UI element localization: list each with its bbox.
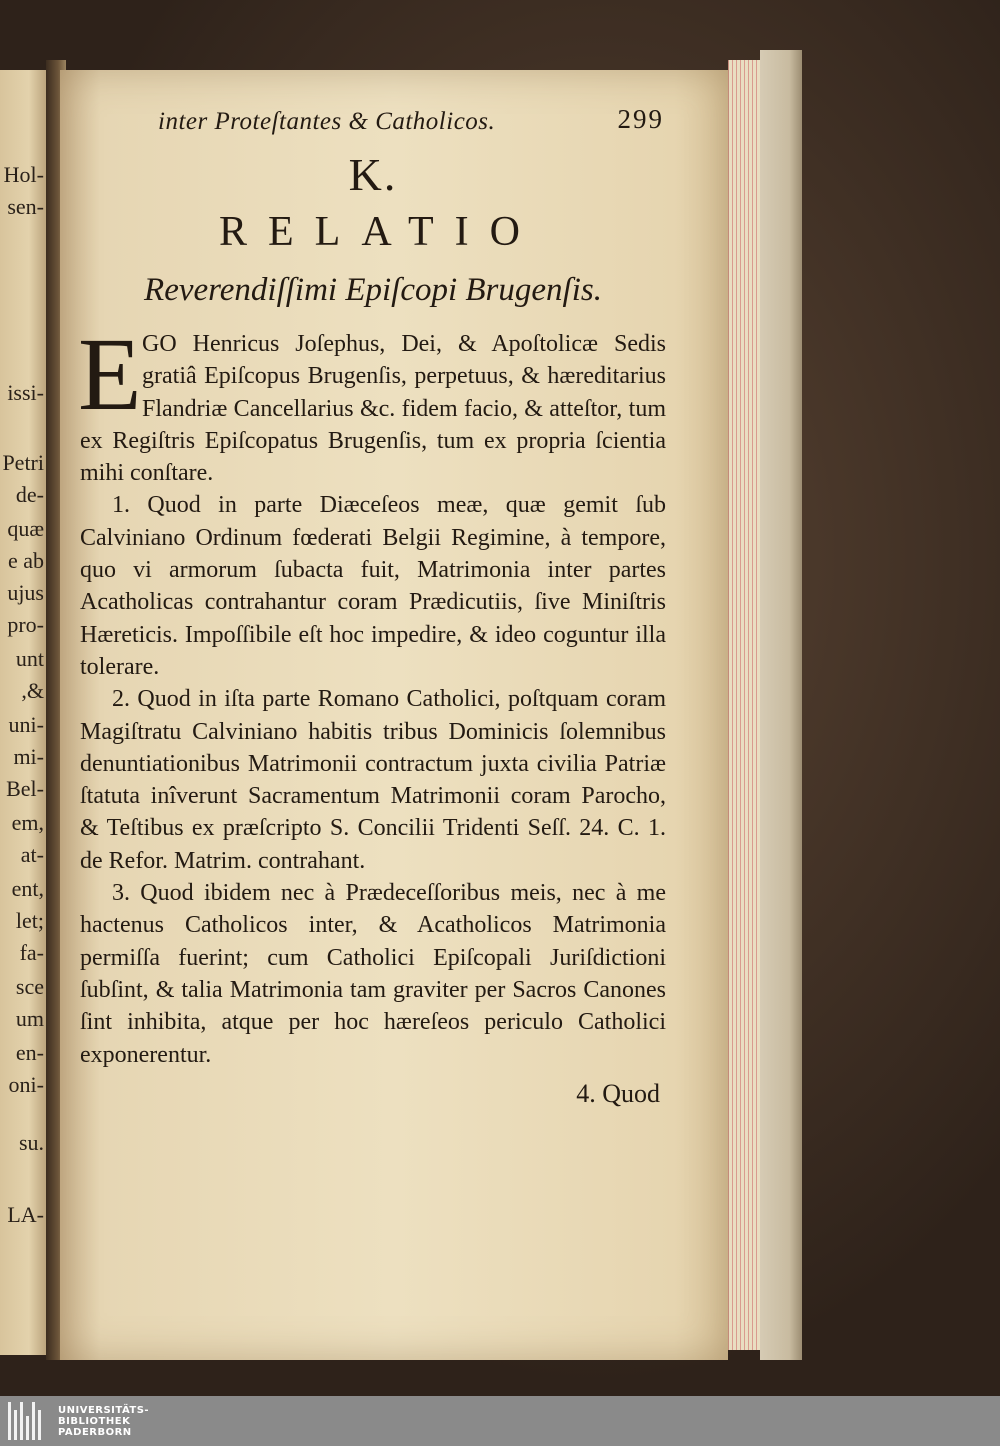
left-page-fragment: Bel- [6,776,44,801]
library-name-line2: BIBLIOTHEK [58,1415,131,1427]
left-page-fragment: fa- [19,940,44,965]
library-footer [0,1396,1000,1446]
library-name-line3: PADERBORN [58,1426,132,1438]
paragraph-2: 2. Quod in iſta parte Romano Catholici, poſtquam coram Magiſtratu Calviniano habitis tribus Dominicis ſolemnibus denuntiationibus Matrimonii contractum juxta civilia Patriæ ſtatuta inîverunt Sacramentum Matrimonii coram Parocho, & Teſtibus ex præſcripto S. Concilii Tridenti Seſſ. 24. C. 1. de Refor. Matrim. contrahant. [80,686,666,874]
opening-paragraph [78,317,666,489]
book-cover-edge [760,50,802,1360]
left-page-fragment: en- [15,1040,44,1065]
catchword: 4. Quod [576,1078,660,1108]
left-page-fragment: em, [11,810,44,835]
document-title: RELATIO [219,209,541,255]
running-head-text: inter Proteſtantes & Catholicos. [158,108,496,135]
library-logo-icon [8,1402,48,1440]
left-page-fragment: ,& [21,678,44,703]
left-page-fragment: mi- [13,744,44,769]
opening-text: GO Henricus Joſephus, Dei, & Apoſtolicæ Sedis gratiâ Epiſcopus Brugenſis, perpetuus, & hæreditarius Flandriæ Cancellarius &c. fidem facio, & atteſtor, tum ex Regiſtris Epiſcopatus Brugenſis, tum ex propria ſcientia mihi conſtare. [80,331,666,487]
left-page-fragment: ujus [7,580,44,605]
left-page-fragment: e ab [7,548,44,573]
left-page-fragment: unt [15,646,44,671]
library-name [58,1405,149,1438]
left-page-fragment: issi- [7,380,44,405]
left-page-fragment: ent, [11,876,44,901]
left-page-fragment: oni- [8,1072,44,1097]
library-name-line1: UNIVERSITÄTS- [58,1404,150,1416]
drop-cap: E [78,317,142,432]
library-logo [8,1402,149,1440]
paragraph-3: 3. Quod ibidem nec à Prædeceſſoribus meis, nec à me hactenus Catholicos inter, & Acatholicos Matrimonia permiſſa fuerint; cum Catholici Epiſcopali Juriſdictioni ſubſint, & talia Matrimonia tam graviter per Sacros Canones ſint inhibita, atque per hoc hæreſeos periculo Catholici exponerentur. [80,880,666,1068]
left-page-fragment: su. [18,1130,44,1155]
document-subtitle: Reverendiſſimi Epiſcopi Brugenſis. [144,272,602,308]
left-page-fragment: LA- [7,1202,44,1227]
left-page-fragment: de- [15,482,44,507]
left-page-fragment: uni- [8,712,44,737]
left-page-fragment: quæ [7,516,44,541]
paragraph-1: 1. Quod in parte Diæceſeos meæ, quæ gemit ſub Calviniano Ordinum fœderati Belgii Regimine, à tempore, quo vi armorum ſubacta fuit, Matrimonia inter partes Acatholicas contrahantur coram Prædicutiis, ſive Miniſtris Hæreticis. Impoſſibile eſt hoc impedire, & ideo coguntur illa tolerare. [80,492,666,680]
left-page-fragment: let; [15,908,44,933]
running-head [80,100,666,144]
page-text [80,100,666,1109]
left-page-fragment: um [15,1006,44,1031]
left-page-fragment: Hol- [3,162,44,187]
left-page-fragment: at- [20,842,44,867]
left-page-fragment: sen- [7,194,44,219]
left-page-fragment: Petri [2,450,44,475]
section-letter: K. [348,149,398,200]
page-number: 299 [617,104,664,134]
left-page-fragment: pro- [7,612,44,637]
left-page-edge [0,70,50,1355]
left-page-fragment: sce [15,974,44,999]
